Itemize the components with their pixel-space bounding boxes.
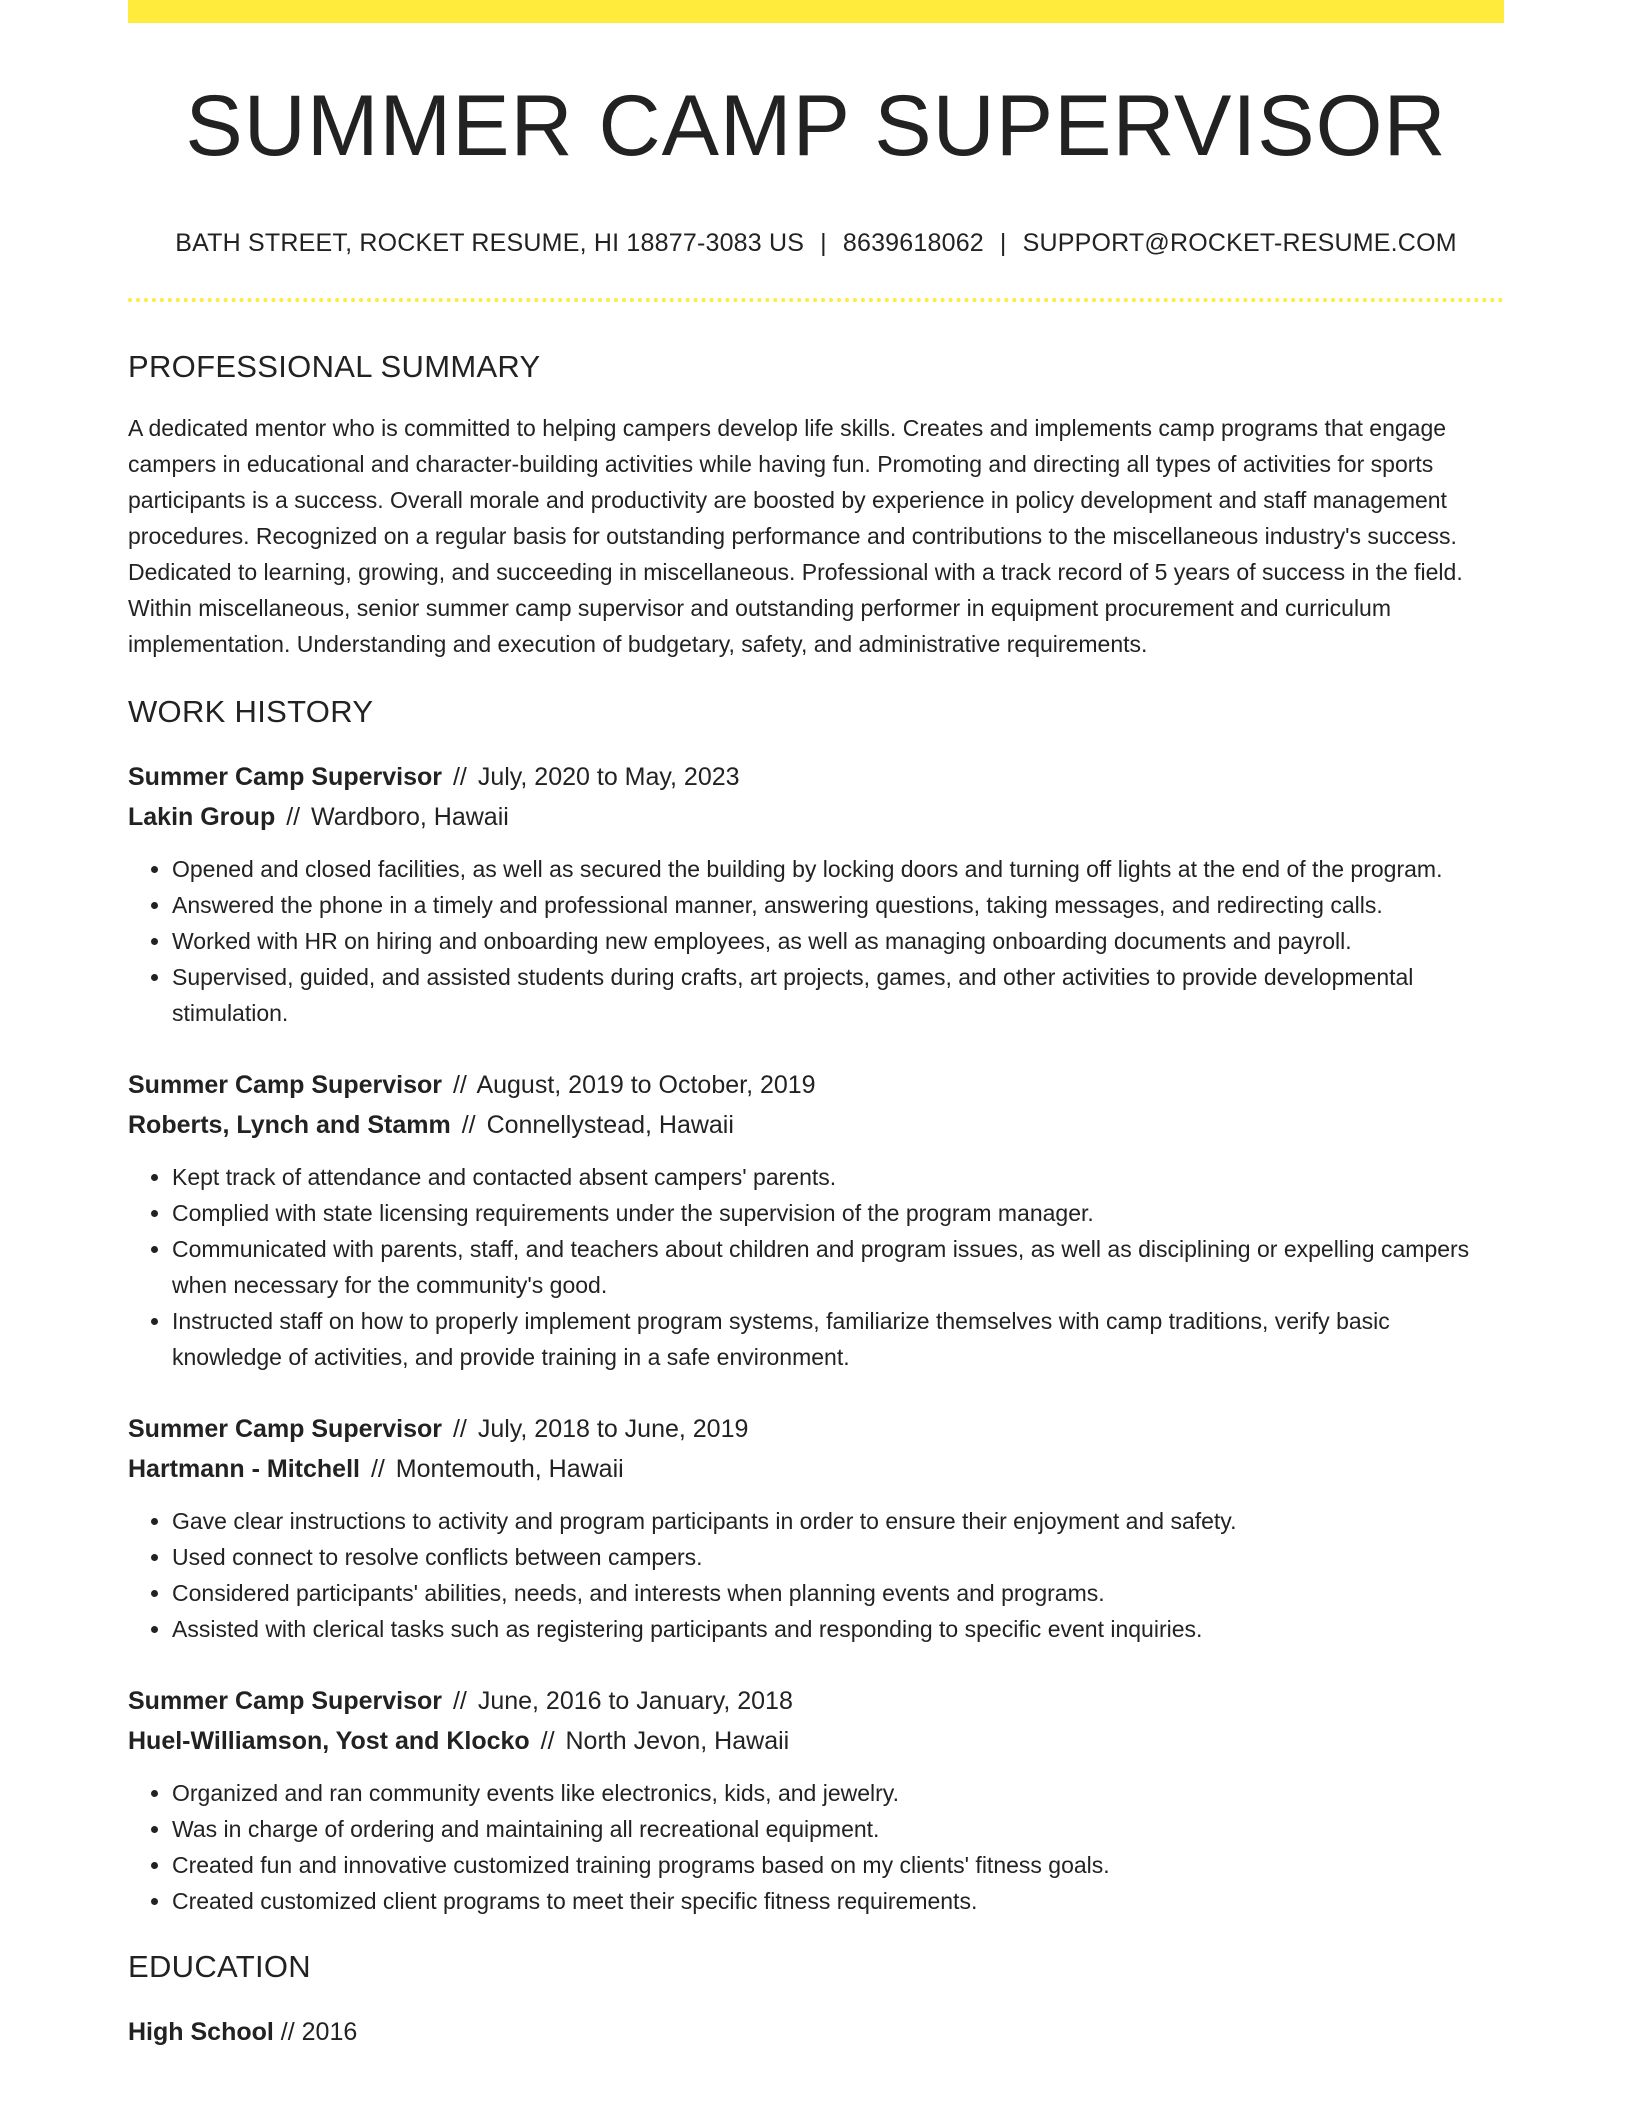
job-title-line	[128, 1409, 1504, 1449]
job-entry	[128, 1065, 1504, 1375]
job-company-line	[128, 1105, 1504, 1145]
job-entry	[128, 1681, 1504, 1919]
job-separator: //	[540, 1727, 555, 1755]
job-dates: June, 2016 to January, 2018	[477, 1687, 793, 1715]
job-dates: July, 2018 to June, 2019	[477, 1415, 749, 1443]
job-separator: //	[461, 1111, 476, 1139]
job-bullet: • Gave clear instructions to activity and program participants in order to ensure their enjoyment and safety.	[172, 1503, 1504, 1539]
summary-heading: PROFESSIONAL SUMMARY	[128, 349, 541, 384]
contact-address: BATH STREET, ROCKET RESUME, HI 18877-3083 US	[175, 229, 805, 257]
contact-email: SUPPORT@ROCKET-RESUME.COM	[1022, 229, 1457, 257]
resume-page	[128, 0, 1504, 2052]
education-entry	[128, 2012, 1504, 2052]
job-dates: July, 2020 to May, 2023	[477, 763, 740, 791]
job-bullet: • Was in charge of ordering and maintaining all recreational equipment.	[172, 1811, 1504, 1847]
job-bullet: • Communicated with parents, staff, and teachers about children and program issues, as well as disciplining or expelling campers when necessary for the community's good.	[172, 1231, 1504, 1303]
job-location: Montemouth, Hawaii	[395, 1455, 624, 1483]
job-company: Huel-Williamson, Yost and Klocko	[128, 1727, 530, 1755]
job-bullet: • Answered the phone in a timely and professional manner, answering questions, taking messages, and redirecting calls.	[172, 887, 1504, 923]
contact-phone: 8639618062	[842, 229, 984, 257]
job-company-line	[128, 797, 1504, 837]
job-bullet: • Kept track of attendance and contacted absent campers' parents.	[172, 1159, 1504, 1195]
job-bullet: • Supervised, guided, and assisted students during crafts, art projects, games, and other activities to provide developmental stimulation.	[172, 959, 1504, 1031]
job-entry	[128, 1409, 1504, 1647]
job-separator: //	[286, 803, 301, 831]
job-location: Connellystead, Hawaii	[486, 1111, 734, 1139]
job-title: Summer Camp Supervisor	[128, 1071, 442, 1099]
job-company: Roberts, Lynch and Stamm	[128, 1111, 451, 1139]
summary-text: A dedicated mentor who is committed to helping campers develop life skills. Creates and implements camp programs that engage campers in educational and character-building activities while having fun. Promoting and directing all types of activities for sports participants is a success. Overall morale and productivity are boosted by experience in policy development and staff management procedures. Recognized on a regular basis for outstanding performance and contributions to the miscellaneous industry's success. Dedicated to learning, growing, and succeeding in miscellaneous. Professional with a track record of 5 years of success in the field. Within miscellaneous, senior summer camp supervisor and outstanding performer in equipment procurement and curriculum implementation. Understanding and execution of budgetary, safety, and administrative requirements.	[128, 415, 1463, 657]
job-location: North Jevon, Hawaii	[565, 1727, 790, 1755]
work-history-list	[128, 757, 1504, 1919]
job-bullets	[128, 1503, 1504, 1647]
work-history-heading: WORK HISTORY	[128, 694, 374, 729]
education-heading: EDUCATION	[128, 1949, 311, 1984]
resume-title: SUMMER CAMP SUPERVISOR	[185, 78, 1447, 174]
job-company: Lakin Group	[128, 803, 276, 831]
job-bullet: • Organized and ran community events like electronics, kids, and jewelry.	[172, 1775, 1504, 1811]
job-separator: //	[452, 1687, 467, 1715]
job-dates: August, 2019 to October, 2019	[476, 1071, 816, 1099]
job-bullet: • Created fun and innovative customized training programs based on my clients' fitness goals.	[172, 1847, 1504, 1883]
contact-line	[128, 231, 1504, 256]
job-title: Summer Camp Supervisor	[128, 763, 442, 791]
job-entry	[128, 757, 1504, 1031]
job-bullet: • Used connect to resolve conflicts between campers.	[172, 1539, 1504, 1575]
job-bullet: • Considered participants' abilities, needs, and interests when planning events and programs.	[172, 1575, 1504, 1611]
top-accent-bar	[128, 0, 1504, 23]
job-title: Summer Camp Supervisor	[128, 1415, 442, 1443]
job-title-line	[128, 757, 1504, 797]
job-company-line	[128, 1721, 1504, 1761]
job-company-line	[128, 1449, 1504, 1489]
job-title-line	[128, 1065, 1504, 1105]
job-separator: //	[452, 763, 467, 791]
job-separator: //	[452, 1415, 467, 1443]
education-year: 2016	[301, 2018, 358, 2046]
job-separator: //	[452, 1071, 467, 1099]
education-degree: High School	[128, 2018, 274, 2046]
job-bullet: • Complied with state licensing requirements under the supervision of the program manager.	[172, 1195, 1504, 1231]
job-bullet: • Worked with HR on hiring and onboarding new employees, as well as managing onboarding documents and payroll.	[172, 923, 1504, 959]
job-bullet: • Assisted with clerical tasks such as registering participants and responding to specific event inquiries.	[172, 1611, 1504, 1647]
education-list	[128, 2012, 1504, 2052]
contact-separator: |	[820, 229, 827, 257]
job-bullet: • Opened and closed facilities, as well as secured the building by locking doors and turning off lights at the end of the program.	[172, 851, 1504, 887]
job-separator: //	[370, 1455, 385, 1483]
job-bullets	[128, 851, 1504, 1031]
education-separator: //	[280, 2018, 295, 2046]
job-bullets	[128, 1775, 1504, 1919]
contact-separator: |	[999, 229, 1007, 257]
job-bullets	[128, 1159, 1504, 1375]
job-location: Wardboro, Hawaii	[311, 803, 509, 831]
job-company: Hartmann - Mitchell	[128, 1455, 360, 1483]
job-title-line	[128, 1681, 1504, 1721]
header-divider	[128, 298, 1504, 302]
job-bullet: • Created customized client programs to meet their specific fitness requirements.	[172, 1883, 1504, 1919]
job-bullet: • Instructed staff on how to properly implement program systems, familiarize themselves with camp traditions, verify basic knowledge of activities, and provide training in a safe environment.	[172, 1303, 1504, 1375]
job-title: Summer Camp Supervisor	[128, 1687, 442, 1715]
